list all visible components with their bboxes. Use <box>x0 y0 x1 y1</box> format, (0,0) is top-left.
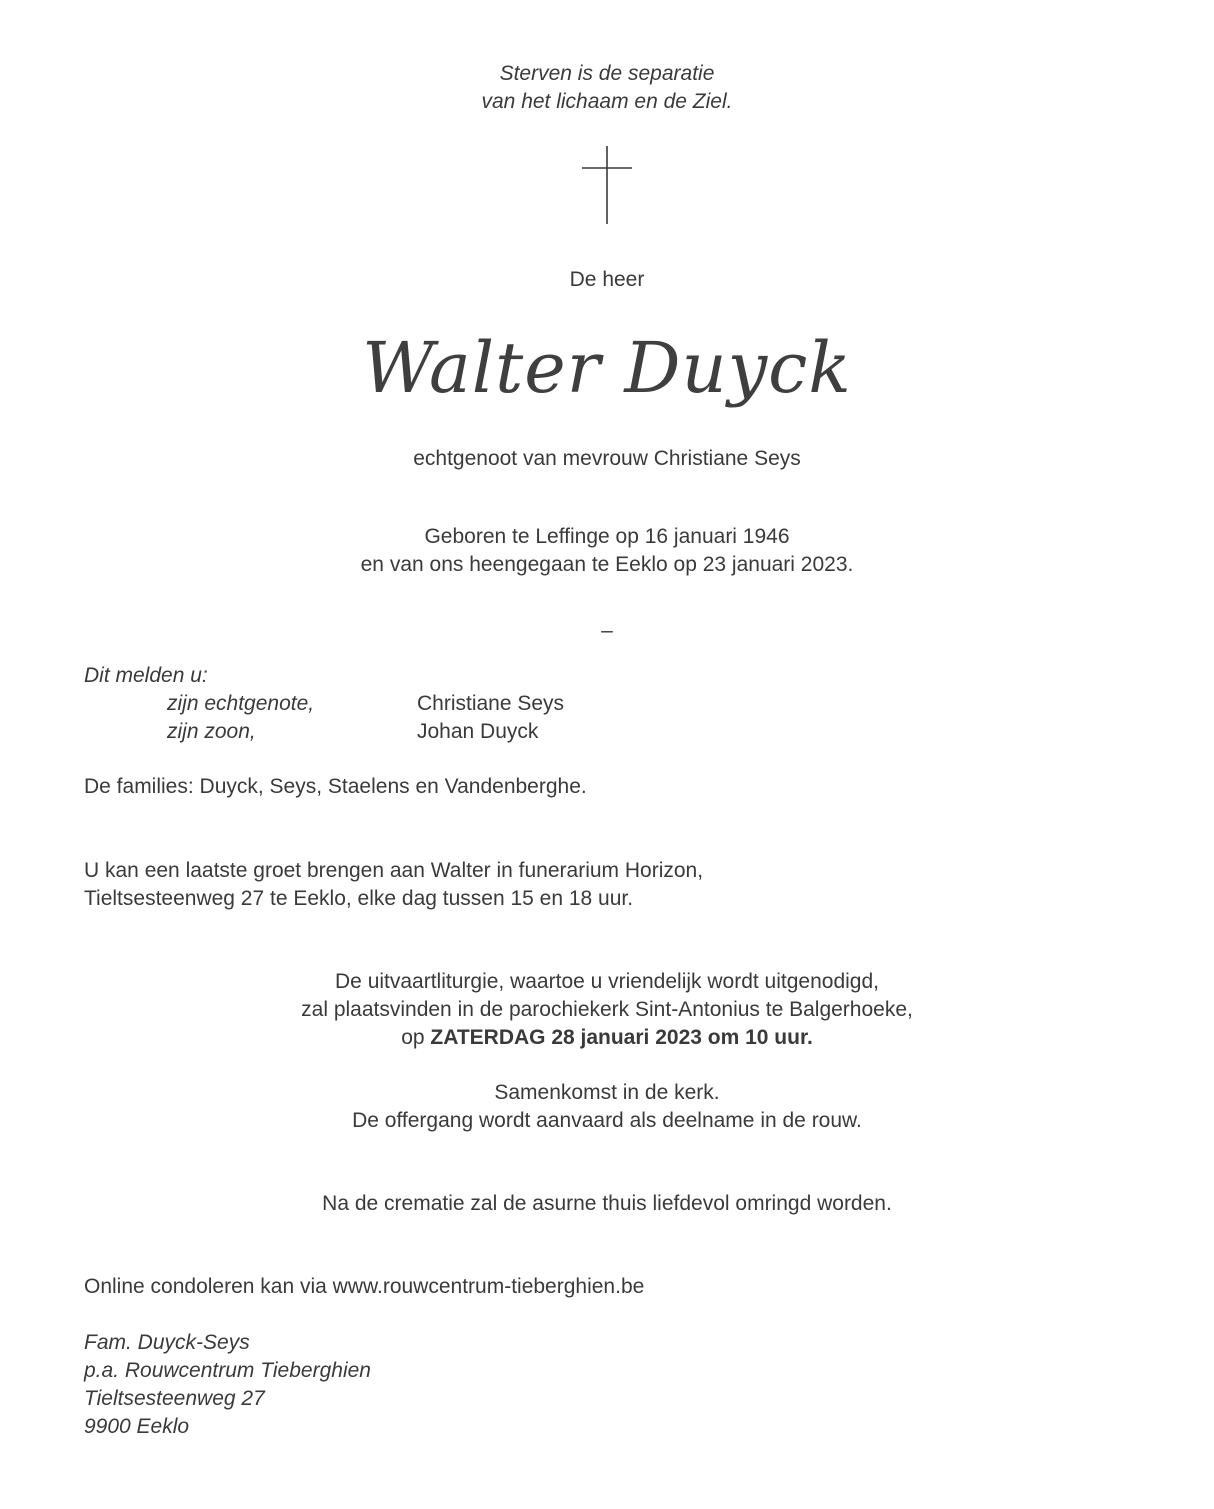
spouse-line: echtgenoot van mevrouw Christiane Seys <box>413 447 801 470</box>
gathering-info <box>0 1079 1214 1135</box>
liturgy-line-3 <box>0 1024 1214 1052</box>
deceased-name: Walter Duyck <box>362 327 852 409</box>
liturgy-info <box>0 968 1214 1052</box>
cremation-line: Na de crematie zal de asurne thuis liefdevol omringd worden. <box>322 1192 892 1215</box>
sender-line-2: p.a. Rouwcentrum Tieberghien <box>84 1359 371 1382</box>
gathering-line-2: De offergang wordt aanvaard als deelname in de rouw. <box>352 1109 862 1132</box>
motto-line-2: van het lichaam en de Ziel. <box>481 90 733 113</box>
honorific: De heer <box>569 268 645 291</box>
cross-icon <box>582 146 632 224</box>
separator-dash: – <box>601 619 613 642</box>
death-line: en van ons heengegaan te Eeklo op 23 januari 2023. <box>360 553 854 576</box>
gathering-line-1: Samenkomst in de kerk. <box>494 1081 720 1104</box>
liturgy-line-2: zal plaatsvinden in de parochiekerk Sint-Antonius te Balgerhoeke, <box>301 998 913 1021</box>
sender-line-3: Tieltsesteenweg 27 <box>84 1387 265 1410</box>
visitation-line-1: U kan een laatste groet brengen aan Walter in funerarium Horizon, <box>84 859 704 882</box>
life-dates <box>0 523 1214 579</box>
families-line: De families: Duyck, Seys, Staelens en Vandenberghe. <box>84 775 587 798</box>
relative-name: Christiane Seys <box>417 692 565 715</box>
sender-address <box>84 1329 371 1441</box>
relative-relation: zijn echtgenote, <box>167 692 315 715</box>
liturgy-date: ZATERDAG 28 januari 2023 om 10 uur. <box>430 1026 813 1049</box>
liturgy-line-1: De uitvaartliturgie, waartoe u vriendelijk wordt uitgenodigd, <box>335 970 879 993</box>
relative-relation: zijn zoon, <box>167 720 256 743</box>
visitation-line-2: Tieltsesteenweg 27 te Eeklo, elke dag tussen 15 en 18 uur. <box>84 887 634 910</box>
sender-line-4: 9900 Eeklo <box>84 1415 190 1438</box>
birth-line: Geboren te Leffinge op 16 januari 1946 <box>424 525 790 548</box>
liturgy-date-prefix: op <box>401 1026 431 1049</box>
announcement-intro: Dit melden u: <box>84 664 208 687</box>
visitation-info <box>84 857 703 913</box>
motto <box>0 60 1214 116</box>
online-condolence: Online condoleren kan via www.rouwcentrum-tieberghien.be <box>84 1275 645 1298</box>
motto-line-1: Sterven is de separatie <box>499 62 715 85</box>
relative-name: Johan Duyck <box>417 720 539 743</box>
sender-line-1: Fam. Duyck-Seys <box>84 1331 250 1354</box>
